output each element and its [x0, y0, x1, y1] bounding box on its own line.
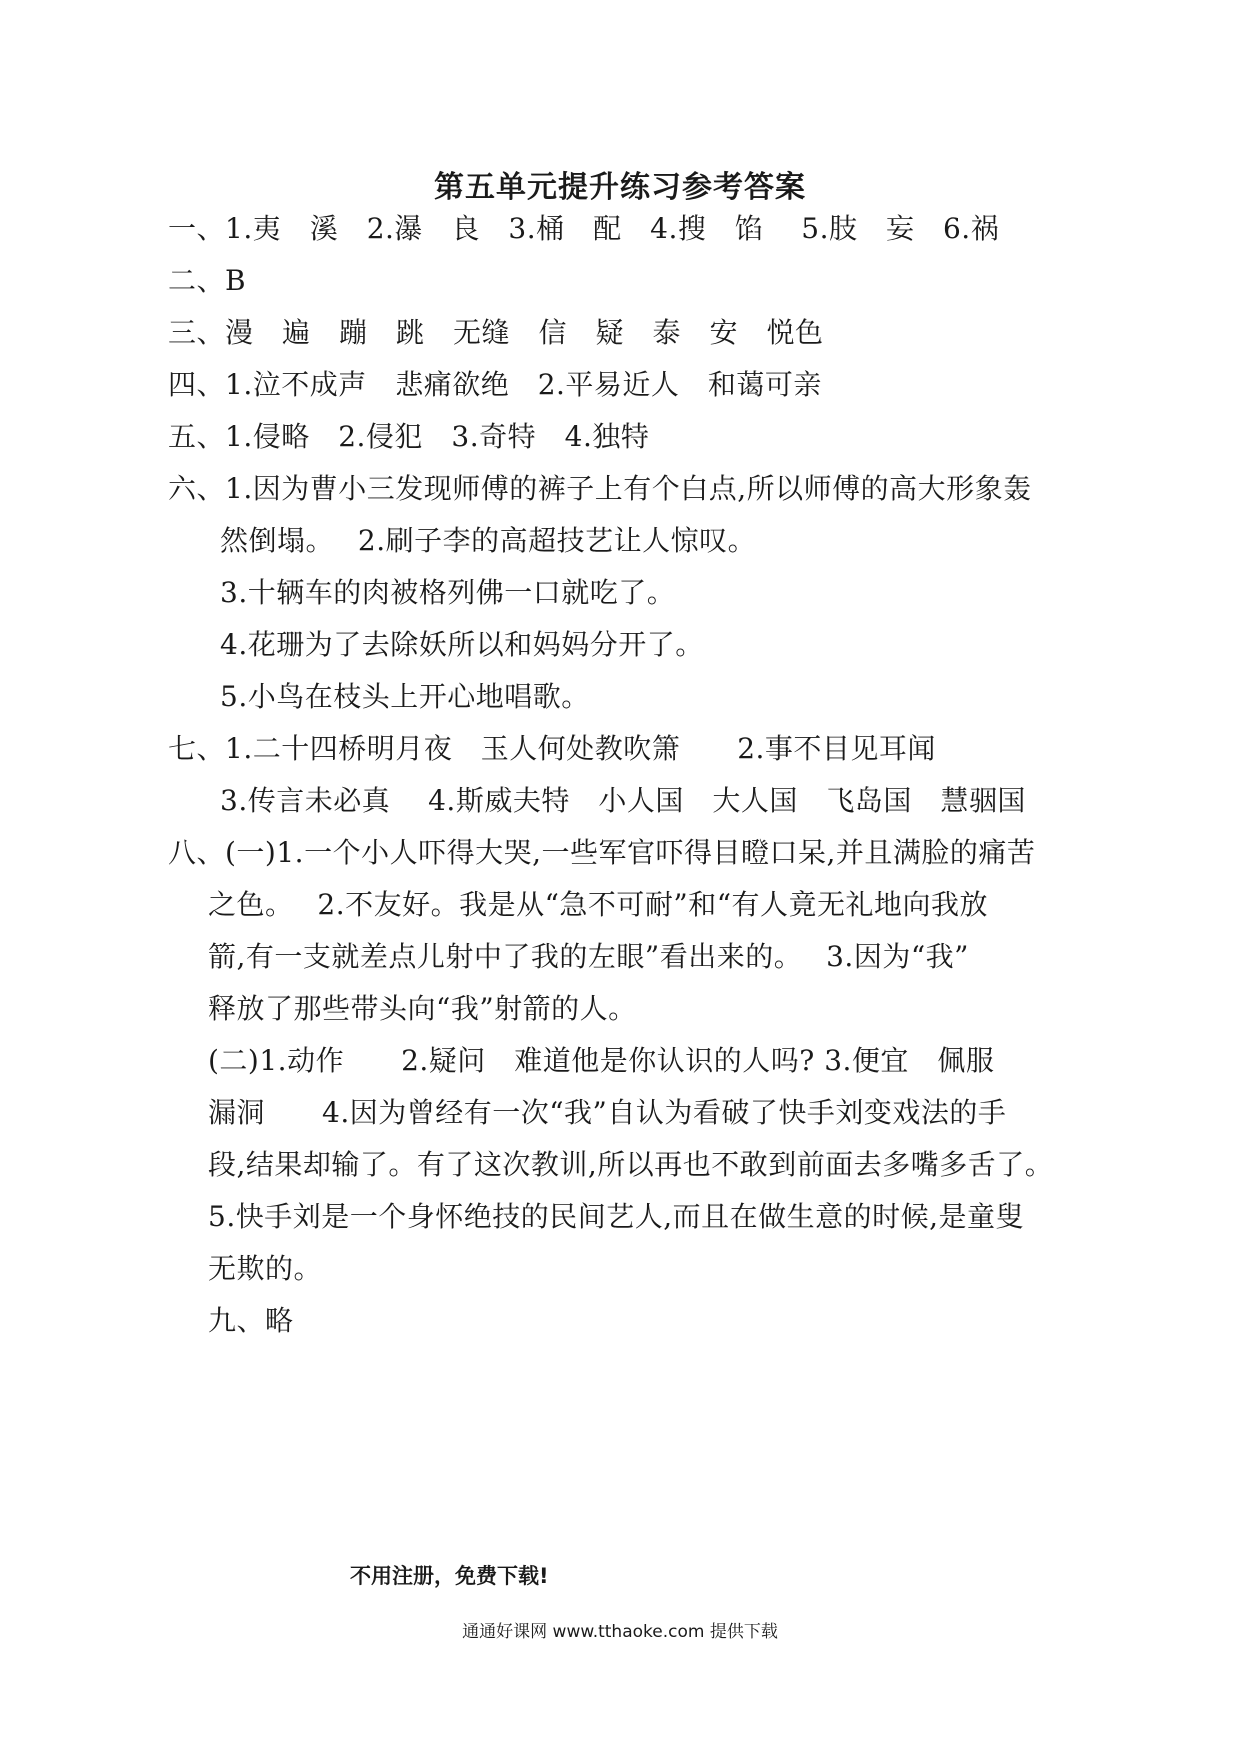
answer-line-10: 5.小鸟在枝头上开心地唱歌。: [220, 680, 590, 713]
answer-line-12: 3.传言未必真 4.斯威夫特 小人国 大人国 飞岛国 慧骃国: [220, 784, 1026, 817]
answer-line-11: 七、1.二十四桥明月夜 玉人何处教吹箫 2.事不目见耳闻: [168, 732, 936, 765]
answer-line-1: 一、1.夷 溪 2.瀑 良 3.桶 配 4.搜 馅 5.肢 妄 6.祸: [168, 212, 1000, 245]
download-note: 不用注册，免费下载!: [350, 1564, 549, 1588]
source-credit: 通通好课网 www.tthaoke.com 提供下载: [462, 1622, 778, 1642]
answer-line-5: 五、1.侵略 2.侵犯 3.奇特 4.独特: [168, 420, 650, 453]
answer-line-19: 段,结果却输了。有了这次教训,所以再也不敢到前面去多嘴多舌了。: [208, 1148, 1054, 1181]
answer-line-17: (二)1.动作 2.疑问 难道他是你认识的人吗? 3.便宜 佩服: [208, 1044, 995, 1077]
answer-line-8: 3.十辆车的肉被格列佛一口就吃了。: [220, 576, 676, 609]
answer-line-9: 4.花珊为了去除妖所以和妈妈分开了。: [220, 628, 704, 661]
answer-line-3: 三、漫 遍 蹦 跳 无缝 信 疑 泰 安 悦色: [168, 316, 824, 349]
answer-line-14: 之色。 2.不友好。我是从“急不可耐”和“有人竟无礼地向我放: [208, 888, 989, 921]
page-title: 第五单元提升练习参考答案: [434, 170, 806, 205]
answer-line-15: 箭,有一支就差点儿射中了我的左眼”看出来的。 3.因为“我”: [208, 940, 969, 973]
answer-line-16: 释放了那些带头向“我”射箭的人。: [208, 992, 637, 1025]
answer-line-7: 然倒塌。 2.刷子李的高超技艺让人惊叹。: [220, 524, 757, 557]
answer-line-4: 四、1.泣不成声 悲痛欲绝 2.平易近人 和蔼可亲: [168, 368, 822, 401]
answer-line-18: 漏洞 4.因为曾经有一次“我”自认为看破了快手刘变戏法的手: [208, 1096, 1007, 1129]
answer-line-13: 八、(一)1.一个小人吓得大哭,一些军官吓得目瞪口呆,并且满脸的痛苦: [168, 836, 1036, 869]
answer-line-21: 无欺的。: [208, 1252, 323, 1285]
answer-line-22: 九、略: [208, 1304, 294, 1337]
answer-line-6: 六、1.因为曹小三发现师傅的裤子上有个白点,所以师傅的高大形象轰: [168, 472, 1032, 505]
answer-line-20: 5.快手刘是一个身怀绝技的民间艺人,而且在做生意的时候,是童叟: [208, 1200, 1025, 1233]
answer-line-2: 二、B: [168, 264, 247, 297]
